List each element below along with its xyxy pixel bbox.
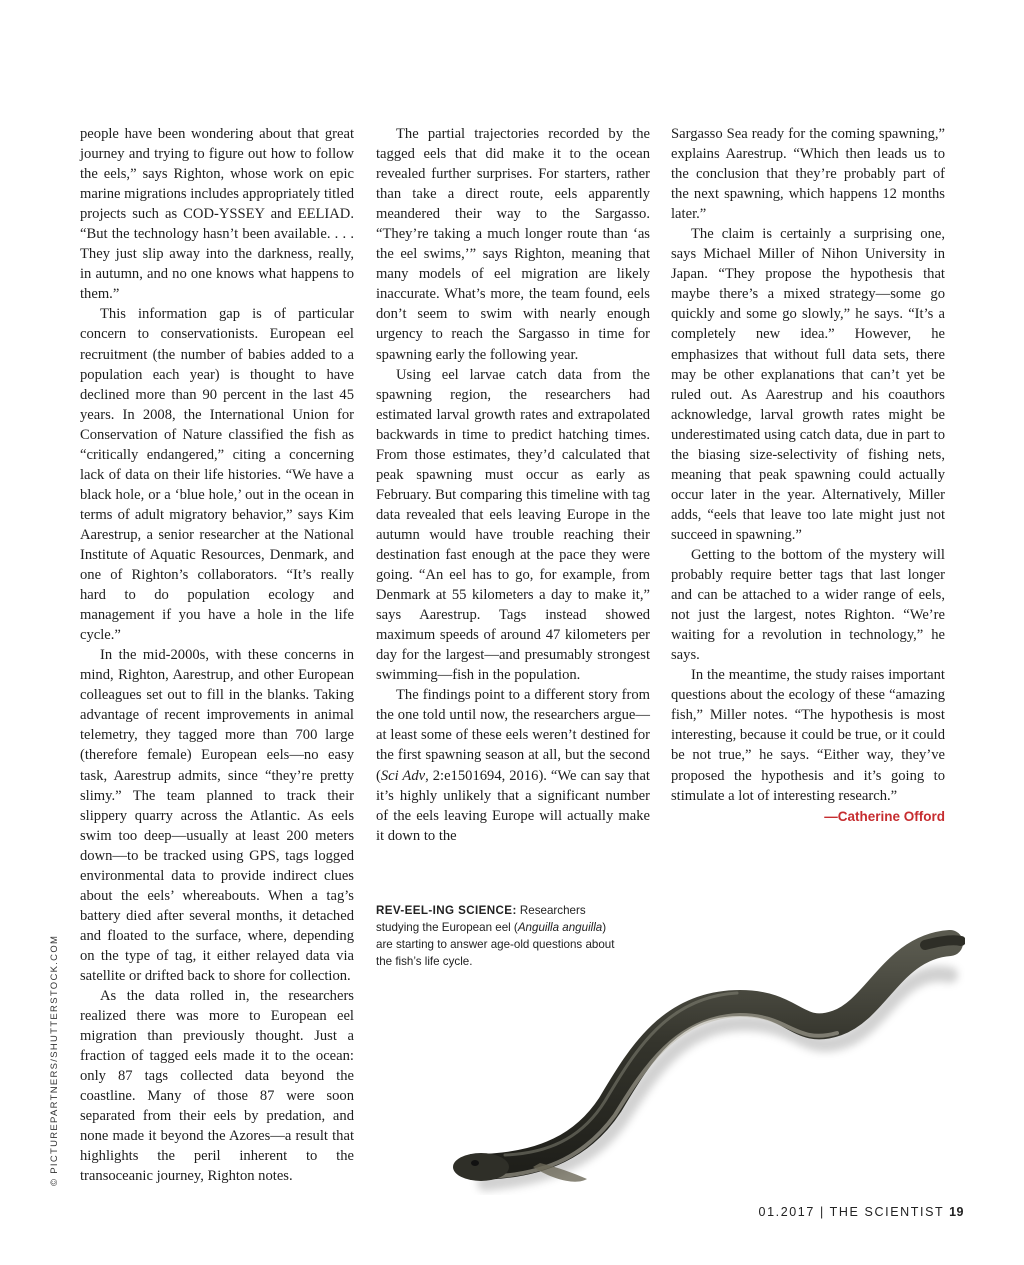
photo-credit: © PICTUREPARTNERS/SHUTTERSTOCK.COM [49, 934, 60, 1186]
journal-name: Sci Adv [380, 767, 426, 784]
article-column-3 [671, 124, 945, 827]
paragraph: people have been wondering about that great journey and trying to figure out how to follow the eels,” says Righton, whose work on epic marine migrations includes appropriately titled projects such as COD-YSSEY and EELIAD. “But the technology hasn’t been available. . . . They just slip away into the darkness, really, in autumn, and no one knows what happens to them.” [80, 126, 354, 303]
caption-text: Researchers studying the European eel ( [376, 904, 586, 934]
paragraph: Getting to the bottom of the mystery will probably require better tags that last longer and can be attached to a wider range of eels, not just the largest, notes Righton. “We’re waiting for a revolution in technology,” he says. [671, 546, 945, 664]
issue-label: 01.2017 | THE SCIENTIST [758, 1205, 945, 1219]
paragraph: In the meantime, the study raises important questions about the ecology of these “amazing fish,” Miller notes. “The hypothesis is most interesting, because it could be true, or it could be not true,” he says. “Either way, they’ve proposed the hypothesis and it’s going to stimulate a lot of interesting research.” [671, 667, 945, 804]
eel-photo [445, 905, 965, 1195]
article-column-2 [376, 124, 650, 846]
paragraph-text: The findings point to a different story from the one told until now, the researchers argue—at least some of these eels weren’t destined for the first spawning season at all, but the second ( [376, 687, 650, 784]
page-footer [759, 1205, 964, 1219]
caption-lead: REV-EEL-ING SCIENCE: [376, 904, 517, 917]
paragraph [376, 685, 650, 845]
author-byline: —Catherine Offord [824, 808, 945, 824]
paragraph: The claim is certainly a surprising one, says Michael Miller of Nihon University in Japan. “They propose the hypothesis that maybe there’s a mixed strategy—some go quickly and some go slowly,” he says. “It’s a completely new idea.” However, he emphasizes that without full data sets, there may be other explanations that can’t yet be ruled out. As Aarestrup and his coauthors acknowledge, larval growth rates might be underestimated using catch data, due in part to the biasing size-selectivity of fishing nets, meaning that peak spawning could actually occur later in the year. Alternatively, Miller adds, “eels that leave too late might just not succeed in spawning.” [671, 226, 945, 543]
article-column-1 [80, 124, 354, 1186]
caption-text: ) are starting to answer age-old questions about the fish’s life cycle. [376, 921, 615, 968]
paragraph: In the mid-2000s, with these concerns in mind, Righton, Aarestrup, and other European colleagues set out to fill in the blanks. Taking advantage of recent improvements in animal telemetry, they tagged more than 700 large (therefore female) European eels—no easy task, Aarestrup admits, since “they’re pretty slimy.” The team planned to track their slippery quarry across the Atlantic. As eels swim too deep—usually at least 200 meters down—to be tracked using GPS, tags logged environmental data to provide indirect clues about the eels’ whereabouts. When a tag’s battery died after several months, it detached and floated to the surface, where, depending on the type of tag, it either relayed data via satellite or drifted back to shore for collection. [80, 647, 354, 984]
paragraph: The partial trajectories recorded by the tagged eels that did make it to the ocean revealed further surprises. For starters, rather than take a direct route, eels apparently meandered their way to the Sargasso. “They’re taking a much longer route than ‘as the eel swims,’” says Righton, meaning that many models of eel migration are likely inaccurate. What’s more, the team found, eels don’t seem to swim with nearly enough urgency to reach the Sargasso in time for spawning early the following year. [376, 126, 650, 363]
paragraph: Using eel larvae catch data from the spawning region, the researchers had estimated larval growth rates and extrapolated backwards in time to predict hatching times. From those estimates, they’d calculated that peak spawning must occur as early as February. But comparing this timeline with tag data revealed that eels leaving Europe in the autumn would have trouble reaching their destination fast enough at the pace they were going. “An eel has to go, for example, from Denmark at 55 kilometers a day to make it,” says Aarestrup. Tags instead showed maximum speeds of around 47 kilometers per day for the largest—and presumably strongest swimming—fish in the population. [376, 366, 650, 684]
paragraph: As the data rolled in, the researchers realized there was more to European eel migration than previously thought. Just a fraction of tagged eels made it to the ocean: only 87 tags collected data beyond the coastline. Many of those 87 were soon separated from their eels by predation, and none made it beyond the Azores—a result that highlights the peril inherent to the transoceanic journey, Righton notes. [80, 988, 354, 1185]
paragraph: This information gap is of particular concern to conservationists. European eel recruitment (the number of babies added to a population each year) is thought to have declined more than 90 percent in the last 45 years. In 2008, the International Union for Conservation of Nature classified the fish as “critically endangered,” citing a concerning lack of data on their life histories. “We have a black hole, or a ‘blue hole,’ out in the ocean in terms of adult migratory behavior,” says Kim Aarestrup, a senior researcher at the National Institute of Aquatic Resources, Denmark, and one of Righton’s collaborators. “It’s really hard to do population ecology and management if you have a hole in the life cycle.” [80, 306, 354, 644]
species-name: Anguilla anguilla [517, 921, 603, 934]
page-number: 19 [949, 1205, 964, 1219]
paragraph: Sargasso Sea ready for the coming spawning,” explains Aarestrup. “Which then leads us to the conclusion that they’re probably part of the next spawning, which happens 12 months later.” [671, 126, 945, 223]
paragraph-text: , 2:e1501694, 2016). “We can say that it’s highly unlikely that a significant number of the eels leaving Europe will actually make it down to the [376, 767, 650, 844]
